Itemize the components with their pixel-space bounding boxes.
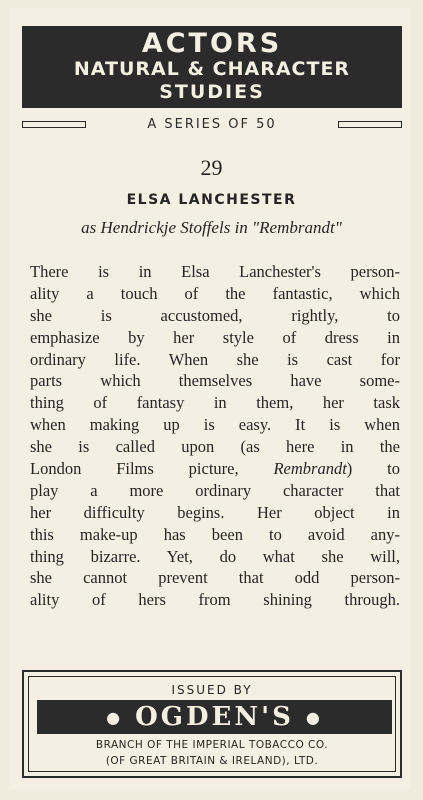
branch-line-2: (OF GREAT BRITAIN & IRELAND), LTD. — [105, 755, 319, 767]
branch-line-1: BRANCH OF THE IMPERIAL TOBACCO CO. — [95, 739, 329, 751]
series-subtitle-line2: STUDIES — [159, 81, 265, 103]
body-line: play a more ordinary character that — [30, 480, 400, 500]
body-line: her difficulty begins. Her object in — [30, 502, 400, 522]
series-subtitle-line1: NATURAL & CHARACTER — [73, 58, 351, 80]
decorative-bar-left — [22, 121, 86, 128]
issuer-box-inner-border — [28, 676, 396, 772]
brand-banner — [37, 700, 392, 734]
body-line: she cannot prevent that odd person- — [30, 568, 400, 588]
issuer-box — [22, 670, 402, 778]
body-line: There is in Elsa Lanchester's person- — [30, 262, 400, 281]
body-line: parts which themselves have some- — [30, 371, 400, 391]
issued-by-label: ISSUED BY — [171, 683, 253, 697]
body-line: ordinary life. When she is cast for — [30, 349, 400, 369]
title-banner — [22, 26, 402, 108]
body-line: emphasize by her style of dress in — [30, 327, 400, 347]
body-line: she is called upon (as here in the — [30, 437, 400, 457]
brand-name: OGDEN'S — [135, 702, 294, 732]
bullet-icon: ● — [106, 708, 124, 727]
body-line: she is accustomed, rightly, to — [30, 305, 400, 325]
body-line: thing bizarre. Yet, do what she will, — [30, 546, 400, 566]
decorative-bar-right — [338, 121, 402, 128]
actor-name: ELSA LANCHESTER — [126, 192, 297, 208]
body-line: ality of hers from shining through. — [30, 590, 400, 610]
bullet-icon: ● — [305, 708, 323, 727]
series-row — [22, 116, 402, 132]
actor-role: as Hendrickje Stoffels in "Rembrandt" — [81, 218, 342, 237]
body-line: when making up is easy. It is when — [30, 415, 400, 435]
body-line: ality a touch of the fantastic, which — [30, 283, 400, 303]
card-number: 29 — [200, 155, 223, 180]
body-line: this make-up has been to avoid any- — [30, 524, 400, 544]
body-line: thing of fantasy in them, her task — [30, 393, 400, 413]
series-title: ACTORS — [141, 28, 283, 59]
body-line: London Films picture, Rembrandt) to — [30, 459, 400, 479]
series-count: A SERIES OF 50 — [147, 116, 277, 132]
card-description — [30, 261, 400, 611]
